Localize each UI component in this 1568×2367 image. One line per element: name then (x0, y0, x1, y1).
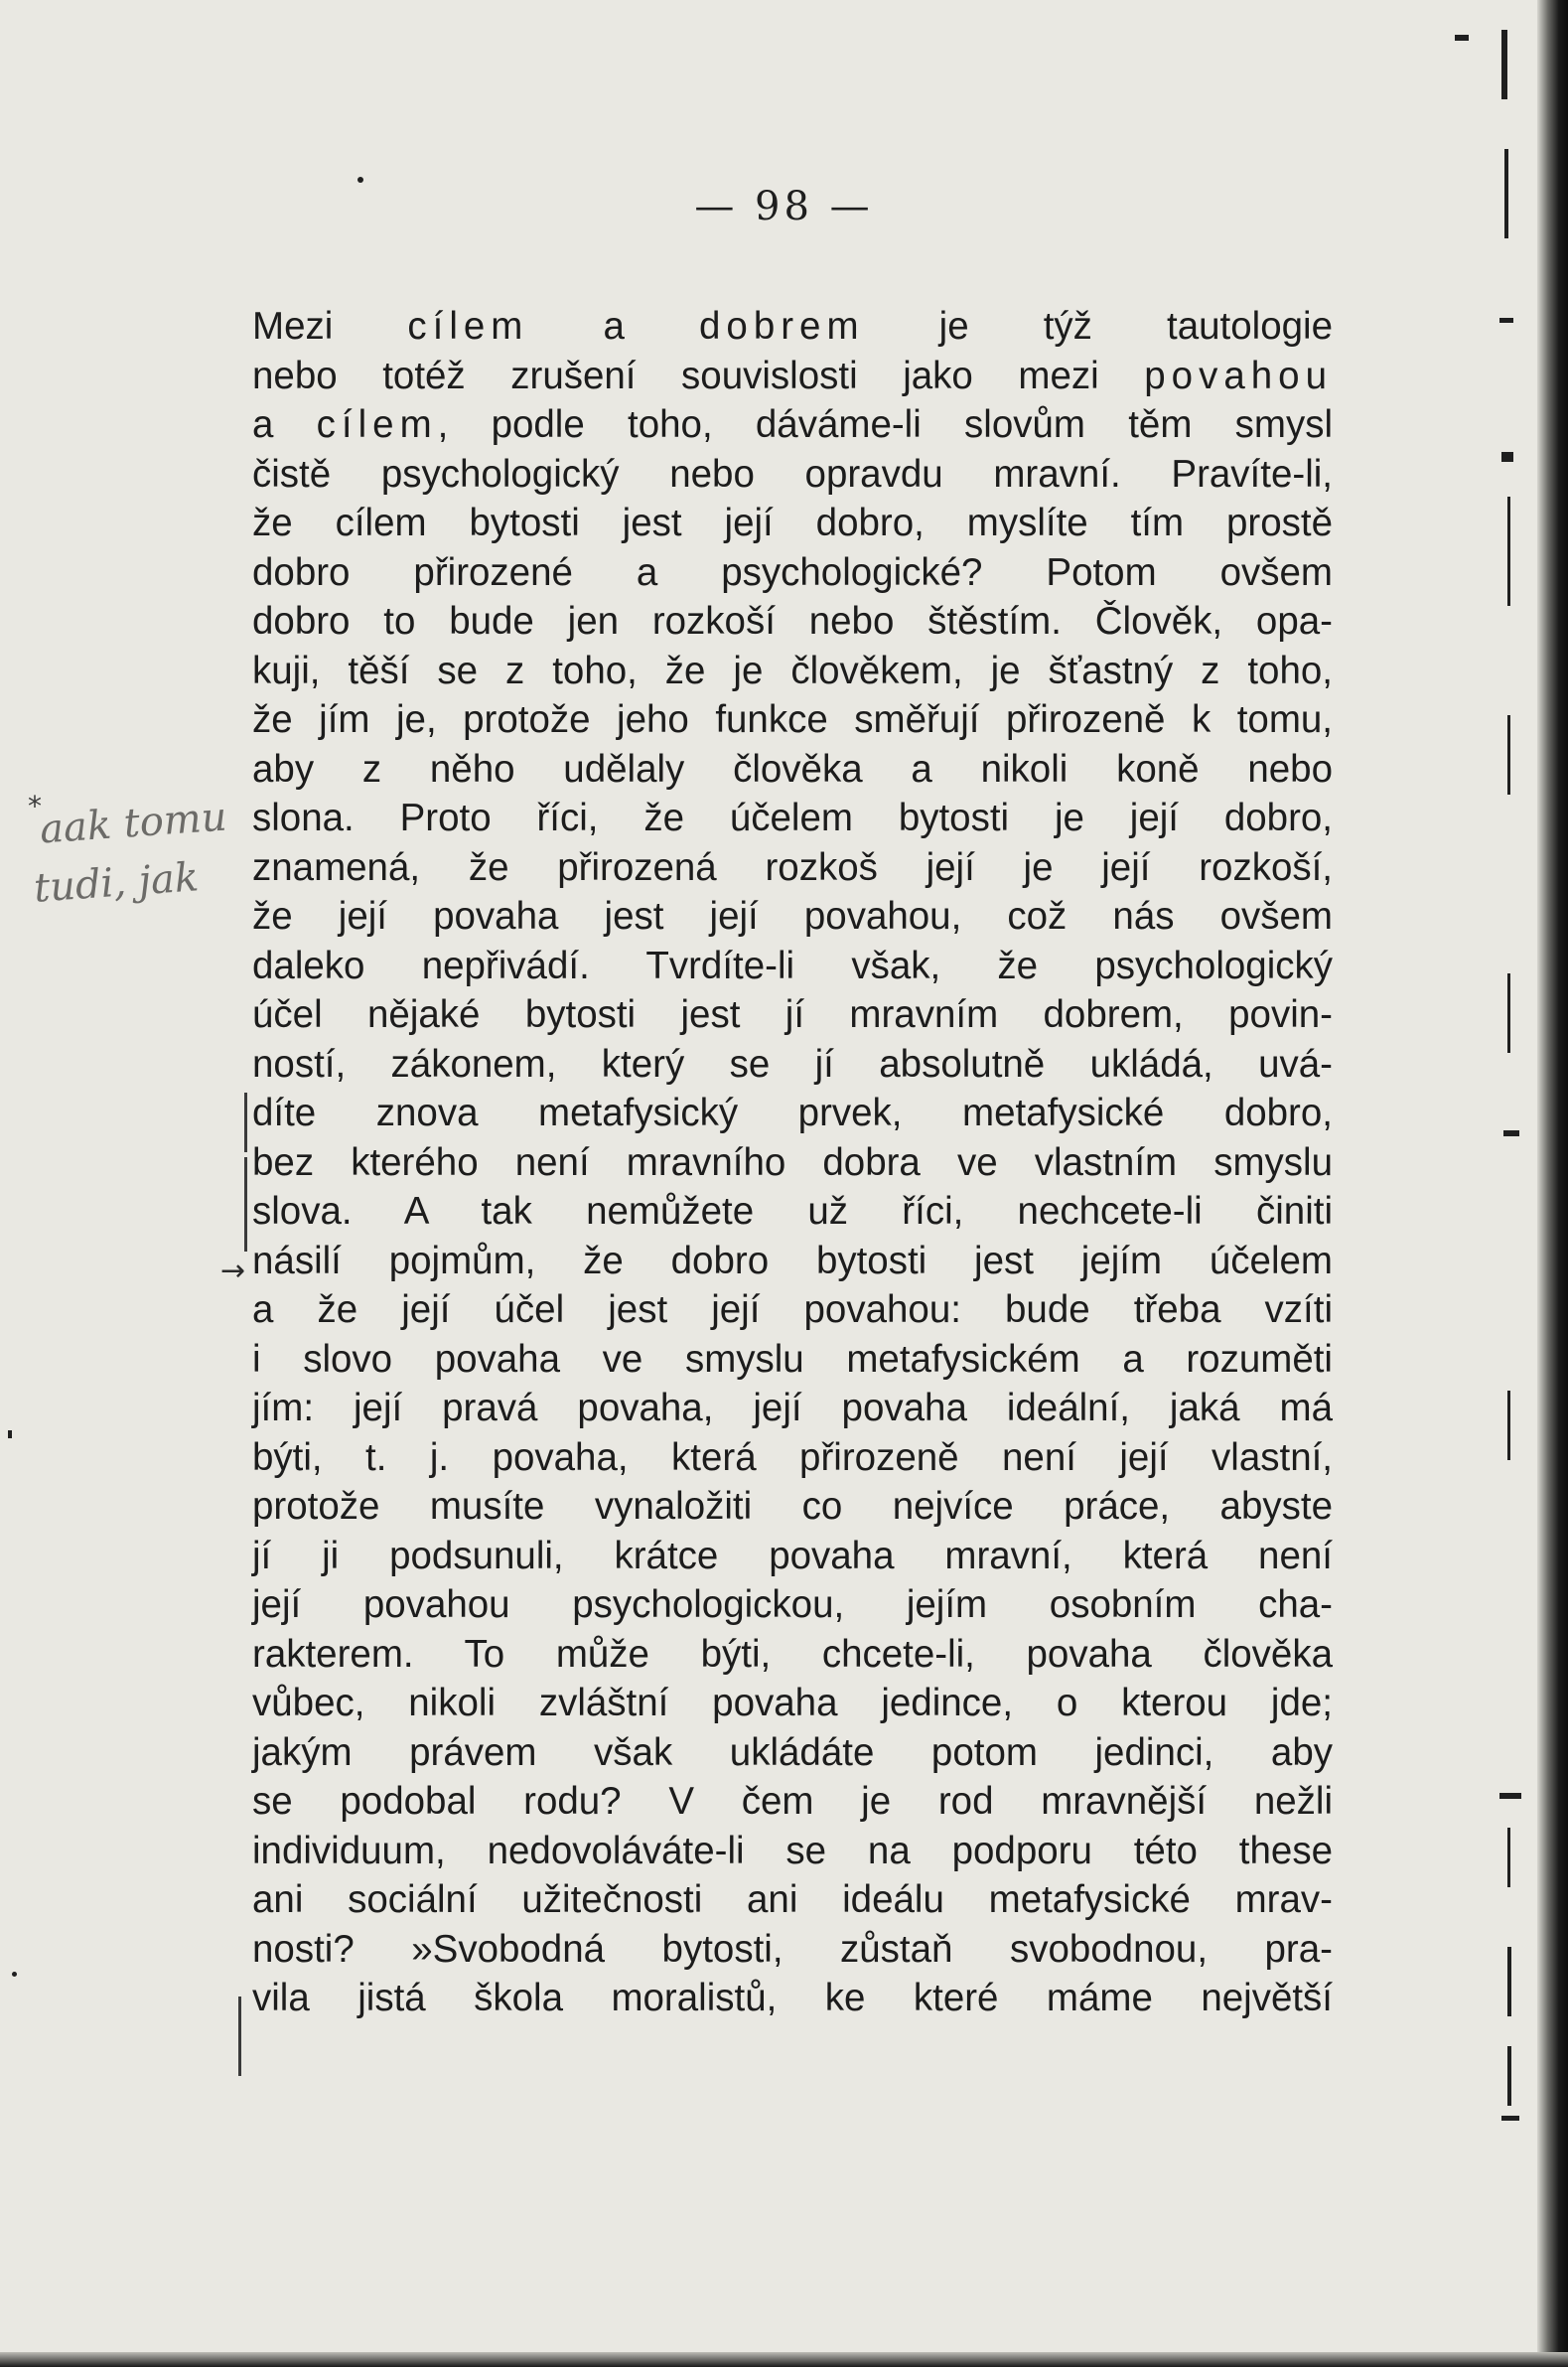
text-line (252, 1875, 1333, 1925)
text-segment: jím: její pravá povaha, její povaha ideální, jaká má (252, 1387, 1333, 1429)
emphasized-word: dobrem (699, 305, 865, 348)
text-segment: daleko nepřivádí. Tvrdíte-li však, že psychologický (252, 944, 1333, 987)
text-line (252, 1532, 1333, 1581)
text-segment: kuji, těší se z toho, že je člověkem, je šťastný z toho, (252, 649, 1333, 692)
emphasized-word: cílem (316, 403, 438, 446)
scan-artifact (1501, 2116, 1519, 2121)
text-segment: ností, zákonem, který se jí absolutně ukládá, uvá- (252, 1042, 1333, 1086)
text-segment: vůbec, nikoli zvláštní povaha jedince, o kterou jde; (252, 1682, 1333, 1724)
text-segment: nebo totéž zrušení souvislosti jako mezi (252, 354, 1145, 397)
scan-artifact (1507, 715, 1510, 795)
text-segment: násilí pojmům, že dobro bytosti jest jejím účelem (252, 1239, 1333, 1282)
text-line (252, 794, 1333, 843)
text-line (252, 1630, 1333, 1680)
text-segment: jakým právem však ukládáte potom jedinci, aby (252, 1730, 1333, 1774)
text-segment: slova. A tak nemůžete už říci, nechcete-li činiti (252, 1190, 1333, 1233)
text-segment: Mezi (252, 305, 408, 348)
text-line (252, 1433, 1333, 1483)
scan-artifact (8, 1430, 12, 1438)
scan-artifact (1507, 973, 1510, 1053)
text-line (252, 647, 1333, 696)
scan-artifact (1507, 1947, 1511, 2016)
text-line (252, 1925, 1333, 1975)
scan-artifact (1507, 497, 1510, 606)
text-line (252, 499, 1333, 548)
text-line (252, 695, 1333, 745)
scan-artifact (1507, 2046, 1511, 2106)
text-segment: individuum, nedovoláváte-li se na podporu této these (252, 1829, 1333, 1872)
scan-artifact (1501, 452, 1513, 462)
text-segment: aby z něho udělaly člověka a nikoli koně nebo (252, 747, 1333, 791)
margin-bracket-mark (244, 1093, 247, 1152)
text-segment: čistě psychologický nebo opravdu mravní. Pravíte-li, (252, 452, 1333, 496)
text-line (252, 942, 1333, 991)
text-segment: dobro to bude jen rozkoší nebo štěstím. Člověk, opa- (252, 600, 1333, 643)
margin-bracket-mark (244, 1157, 247, 1252)
page-number: — 98 — (694, 184, 874, 229)
text-segment: bez kterého není mravního dobra ve vlastním smyslu (252, 1140, 1333, 1184)
text-segment: a (252, 403, 317, 446)
text-segment: a že její účel jest její povahou: bude třeba vzíti (252, 1288, 1333, 1331)
text-line (252, 1679, 1333, 1728)
text-line (252, 352, 1333, 401)
margin-handwritten-note-1: aak tomu (38, 794, 228, 853)
scan-artifact (1455, 35, 1469, 41)
scan-artifact (1503, 1130, 1519, 1136)
text-segment: ani sociální užitečnosti ani ideálu metafysické mrav- (252, 1878, 1333, 1921)
scan-artifact (1504, 149, 1508, 238)
text-segment: slona. Proto říci, že účelem bytosti je její dobro, (252, 797, 1333, 839)
scan-artifact (1507, 1391, 1510, 1460)
text-line (252, 1040, 1333, 1090)
page-edge-shadow (1537, 0, 1568, 2367)
text-segment: i slovo povaha ve smyslu metafysickém a rozuměti (252, 1337, 1333, 1381)
text-segment: býti, t. j. povaha, která přirozeně není její vlastní, (252, 1435, 1333, 1479)
text-line (252, 1187, 1333, 1237)
text-line (252, 1089, 1333, 1138)
text-line (252, 1285, 1333, 1335)
text-line (252, 597, 1333, 647)
text-segment: se podobal rodu? V čem je rod mravnější nežli (252, 1780, 1333, 1823)
text-line (252, 1335, 1333, 1385)
scan-artifact (357, 177, 363, 183)
margin-asterisk-mark: * (28, 790, 42, 822)
text-line (252, 1384, 1333, 1433)
text-segment: rakterem. To může býti, chcete-li, povaha člověka (252, 1632, 1333, 1676)
text-line (252, 1827, 1333, 1876)
text-line (252, 1974, 1333, 2023)
page-bottom-shadow (0, 2352, 1568, 2367)
margin-arrow-mark: → (220, 1254, 246, 1288)
text-line (252, 1237, 1333, 1286)
margin-handwritten-note-2: tudi, jak (32, 854, 201, 912)
text-line (252, 745, 1333, 795)
text-segment: její povahou psychologickou, jejím osobním cha- (252, 1583, 1333, 1626)
text-segment: , podle toho, dáváme-li slovům těm smysl (437, 403, 1333, 446)
text-segment: účel nějaké bytosti jest jí mravním dobrem, povin- (252, 993, 1333, 1036)
text-segment: znamená, že přirozená rozkoš její je její rozkoší, (252, 845, 1333, 889)
text-line (252, 1482, 1333, 1532)
text-segment: jí ji podsunuli, krátce povaha mravní, která není (252, 1534, 1333, 1577)
text-line (252, 892, 1333, 942)
scan-artifact (1507, 1828, 1510, 1887)
margin-bracket-mark (238, 1997, 241, 2076)
text-segment: že cílem bytosti jest její dobro, myslíte tím prostě (252, 502, 1333, 544)
text-line (252, 450, 1333, 500)
scan-artifact (1499, 318, 1513, 323)
scan-artifact (1501, 30, 1507, 99)
text-segment: je týž tautologie (864, 305, 1333, 348)
text-line (252, 1138, 1333, 1188)
text-segment: že její povaha jest její povahou, což nás ovšem (252, 895, 1333, 938)
scan-artifact (1499, 1793, 1521, 1799)
emphasized-word: povahou (1144, 354, 1333, 397)
text-segment: že jím je, protože jeho funkce směřují přirozeně k tomu, (252, 698, 1333, 741)
text-segment: protože musíte vynaložiti co nejvíce práce, abyste (252, 1485, 1333, 1528)
text-line (252, 400, 1333, 450)
text-segment: a (528, 305, 699, 348)
text-line (252, 302, 1333, 352)
text-segment: vila jistá škola moralistů, ke které máme největší (252, 1977, 1333, 2019)
text-line (252, 1777, 1333, 1827)
text-line (252, 548, 1333, 598)
text-line (252, 1728, 1333, 1778)
text-line (252, 990, 1333, 1040)
text-line (252, 843, 1333, 893)
text-line (252, 1580, 1333, 1630)
text-segment: nosti? »Svobodná bytosti, zůstaň svobodnou, pra- (252, 1927, 1333, 1971)
emphasized-word: cílem (407, 305, 529, 348)
body-text (252, 302, 1333, 2023)
text-segment: díte znova metafysický prvek, metafysické dobro, (252, 1092, 1333, 1134)
text-segment: dobro přirozené a psychologické? Potom ovšem (252, 550, 1333, 594)
scan-artifact (12, 1972, 17, 1977)
